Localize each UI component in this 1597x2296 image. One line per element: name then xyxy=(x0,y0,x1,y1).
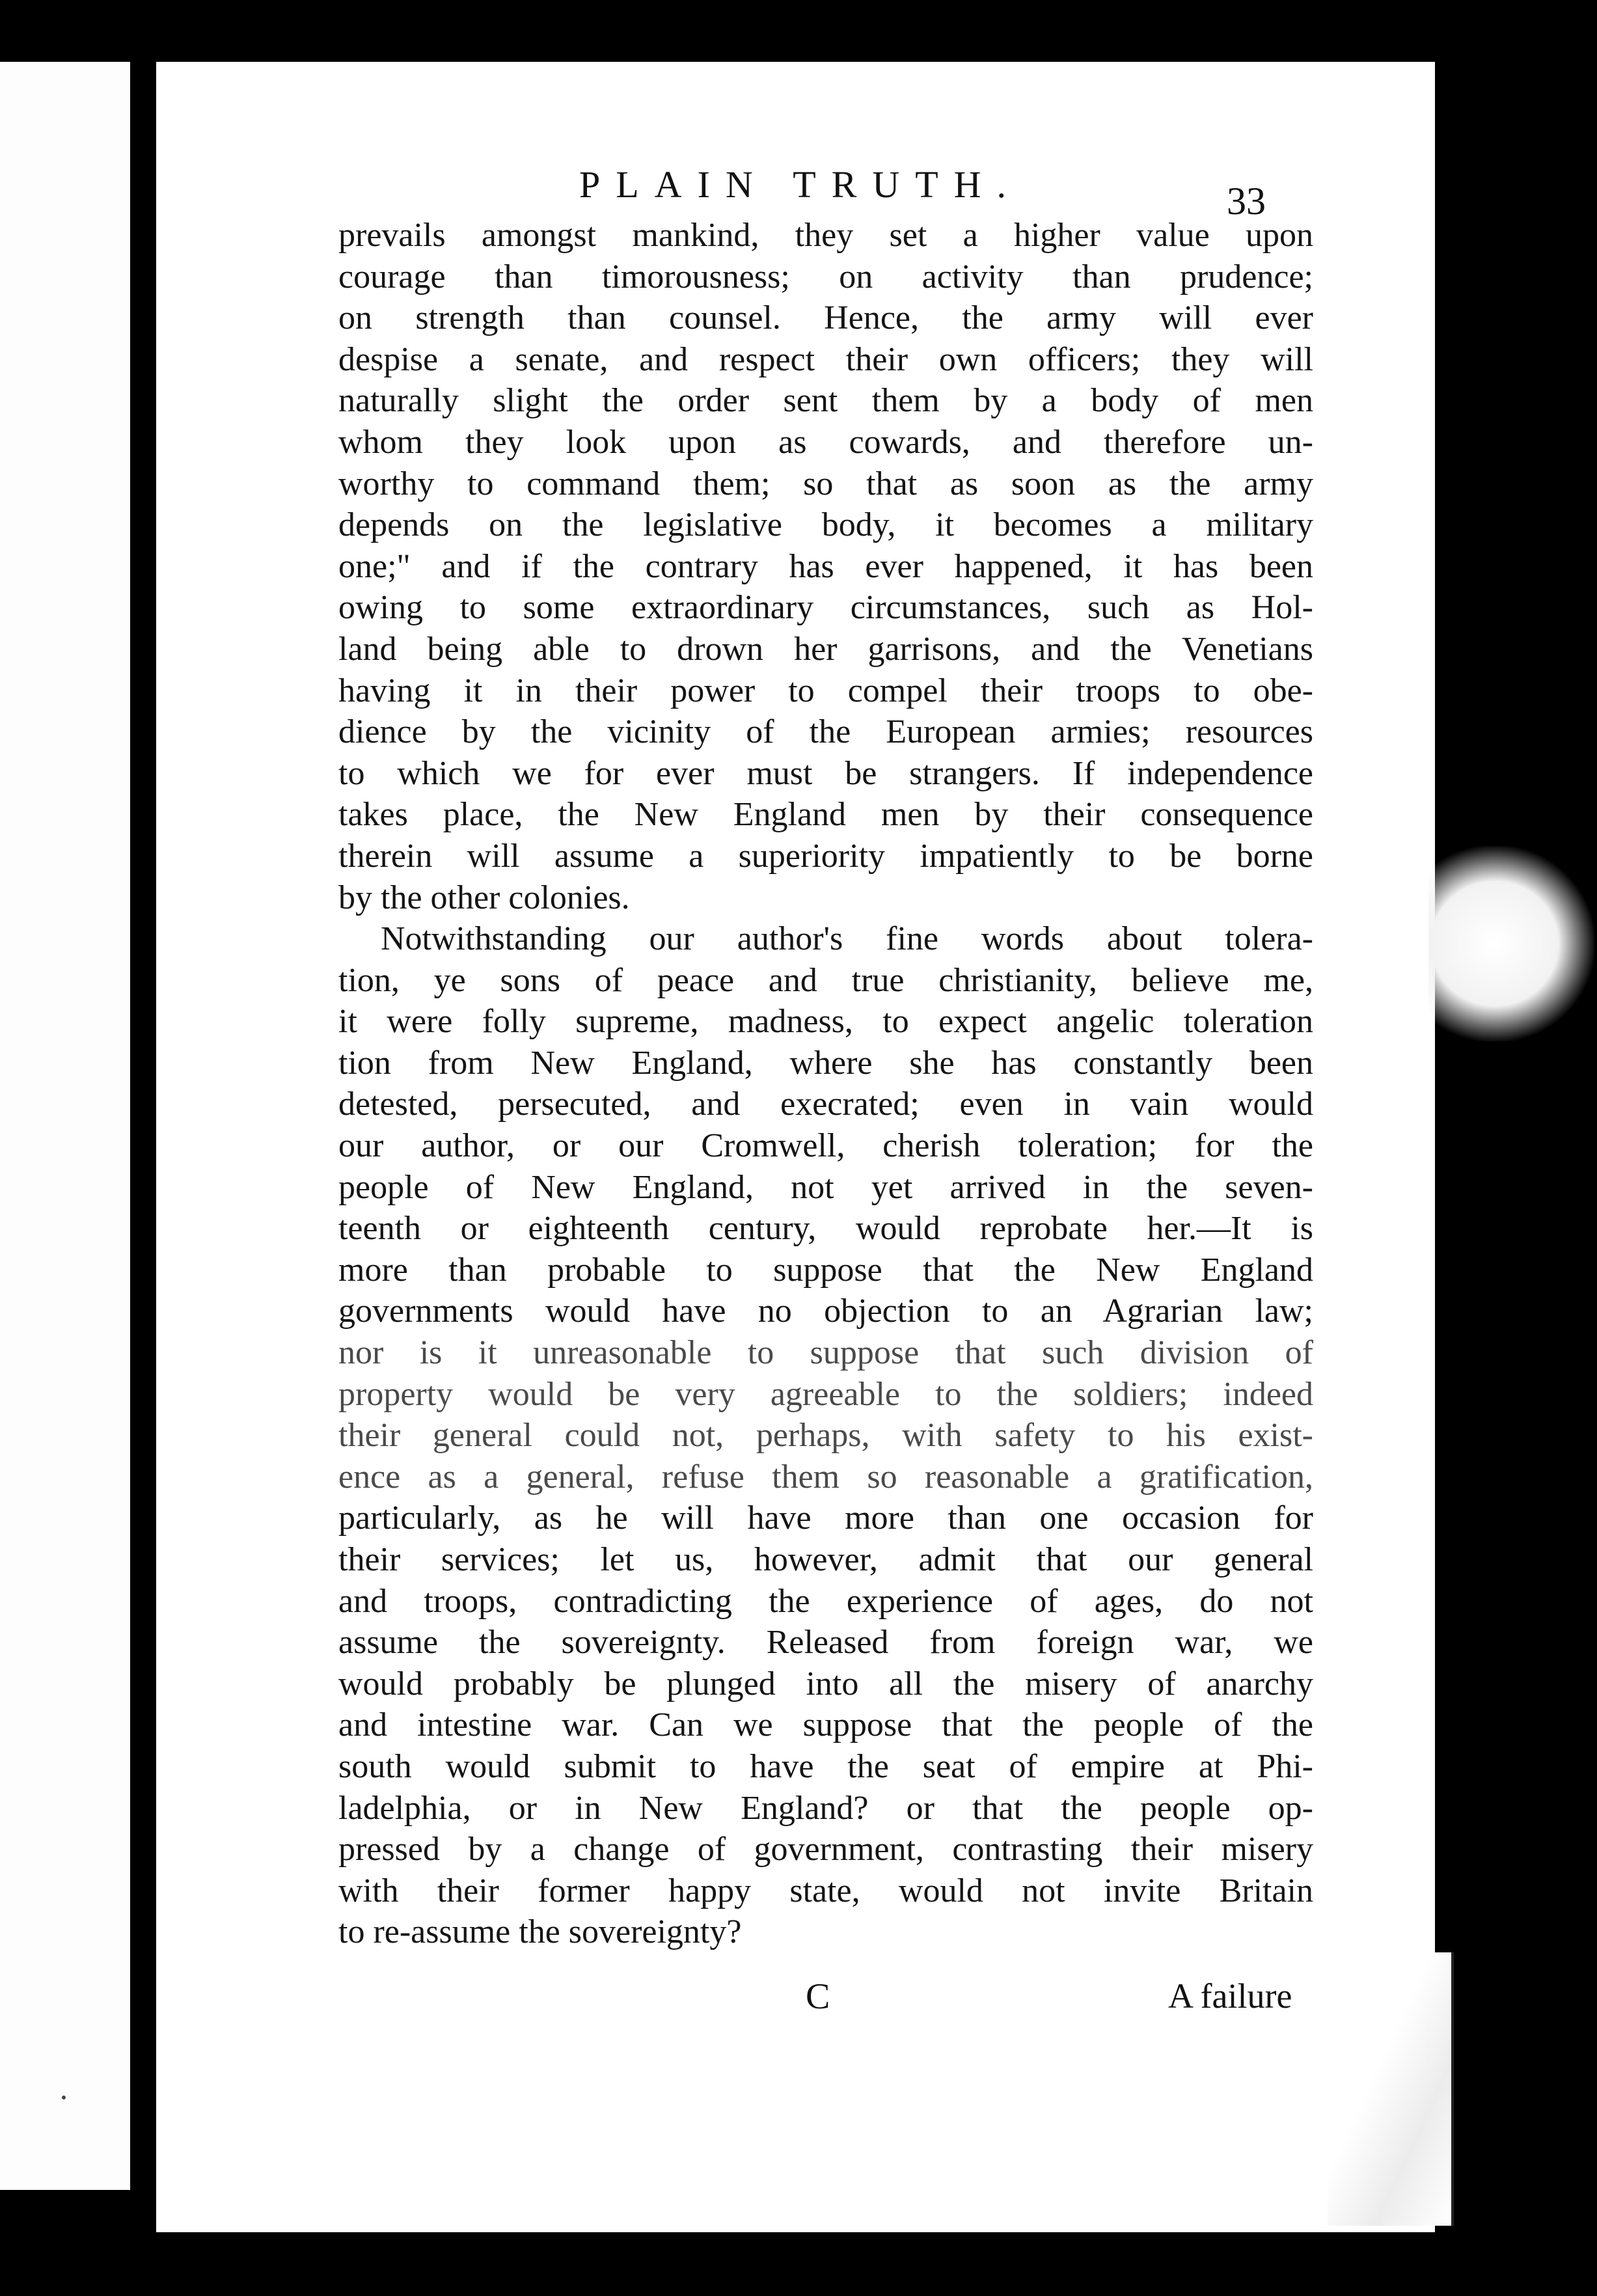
text-line: people of New England, not yet arrived in the seven- xyxy=(338,1168,1313,1206)
text-line: our author, or our Cromwell, cherish toleration; for the xyxy=(338,1127,1313,1165)
text-line: property would be very agreeable to the soldiers; indeed xyxy=(338,1375,1313,1413)
text-line: would probably be plunged into all the misery of anarchy xyxy=(338,1665,1313,1702)
paragraph-first-line: Notwithstanding our author's fine words about tolera- xyxy=(381,920,1313,958)
text-line: with their former happy state, would not invite Britain xyxy=(338,1872,1313,1909)
text-line: and troops, contradicting the experience of ages, do not xyxy=(338,1582,1313,1620)
text-line: teenth or eighteenth century, would reprobate her.—It is xyxy=(338,1210,1313,1248)
folded-corner xyxy=(1328,1952,1454,2226)
text-line: assume the sovereignty. Released from foreign war, we xyxy=(338,1624,1313,1661)
text-line: detested, persecuted, and execrated; even in vain would xyxy=(338,1086,1313,1123)
text-line: owing to some extraordinary circumstances, such as Hol- xyxy=(338,589,1313,627)
text-line: ladelphia, or in New England? or that the people op- xyxy=(338,1789,1313,1827)
text-line: south would submit to have the seat of empire at Phi- xyxy=(338,1747,1313,1785)
text-line: particularly, as he will have more than one occasion for xyxy=(338,1499,1313,1537)
paragraph-end-line: to re-assume the sovereignty? xyxy=(338,1913,742,1951)
text-line: whom they look upon as cowards, and therefore un- xyxy=(338,423,1313,461)
text-line: one;" and if the contrary has ever happened, it has been xyxy=(338,547,1313,585)
page-number: 33 xyxy=(1227,180,1266,223)
paragraph-end-line: by the other colonies. xyxy=(338,879,630,916)
text-line: takes place, the New England men by their consequence xyxy=(338,796,1313,834)
text-line: depends on the legislative body, it becomes a military xyxy=(338,506,1313,544)
catchword: A failure xyxy=(1168,1976,1292,2016)
text-line: it were folly supreme, madness, to expect angelic toleration xyxy=(338,1003,1313,1041)
text-line: tion, ye sons of peace and true christianity, believe me, xyxy=(338,961,1313,999)
text-line: therein will assume a superiority impatiently to be borne xyxy=(338,837,1313,875)
text-line: their services; let us, however, admit that our general xyxy=(338,1541,1313,1578)
paper-speck xyxy=(62,2096,66,2099)
text-line: more than probable to suppose that the New England xyxy=(338,1251,1313,1289)
text-line: naturally slight the order sent them by a body of men xyxy=(338,382,1313,420)
text-line: and intestine war. Can we suppose that the people of the xyxy=(338,1706,1313,1744)
text-line: their general could not, perhaps, with safety to his exist- xyxy=(338,1417,1313,1455)
text-line: pressed by a change of government, contrasting their misery xyxy=(338,1831,1313,1868)
signature-mark: C xyxy=(806,1976,830,2017)
text-line: prevails amongst mankind, they set a higher value upon xyxy=(338,217,1313,254)
text-line: dience by the vicinity of the European armies; resources xyxy=(338,713,1313,751)
torn-edge xyxy=(1428,846,1594,1041)
text-line: land being able to drown her garrisons, and the Venetians xyxy=(338,630,1313,668)
body-text xyxy=(338,215,1313,1953)
text-line: having it in their power to compel their troops to obe- xyxy=(338,672,1313,709)
text-line: on strength than counsel. Hence, the army will ever xyxy=(338,299,1313,337)
text-line: despise a senate, and respect their own officers; they will xyxy=(338,340,1313,378)
running-title: PLAIN TRUTH. xyxy=(579,163,1022,206)
text-line: to which we for ever must be strangers. If independence xyxy=(338,754,1313,792)
text-line: governments would have no objection to an Agrarian law; xyxy=(338,1292,1313,1330)
text-line: nor is it unreasonable to suppose that such division of xyxy=(338,1334,1313,1372)
text-line: tion from New England, where she has constantly been xyxy=(338,1044,1313,1082)
text-line: ence as a general, refuse them so reasonable a gratification, xyxy=(338,1458,1313,1496)
text-line: courage than timorousness; on activity than prudence; xyxy=(338,258,1313,295)
facing-page-edge xyxy=(0,62,130,2190)
text-line: worthy to command them; so that as soon as the army xyxy=(338,465,1313,502)
